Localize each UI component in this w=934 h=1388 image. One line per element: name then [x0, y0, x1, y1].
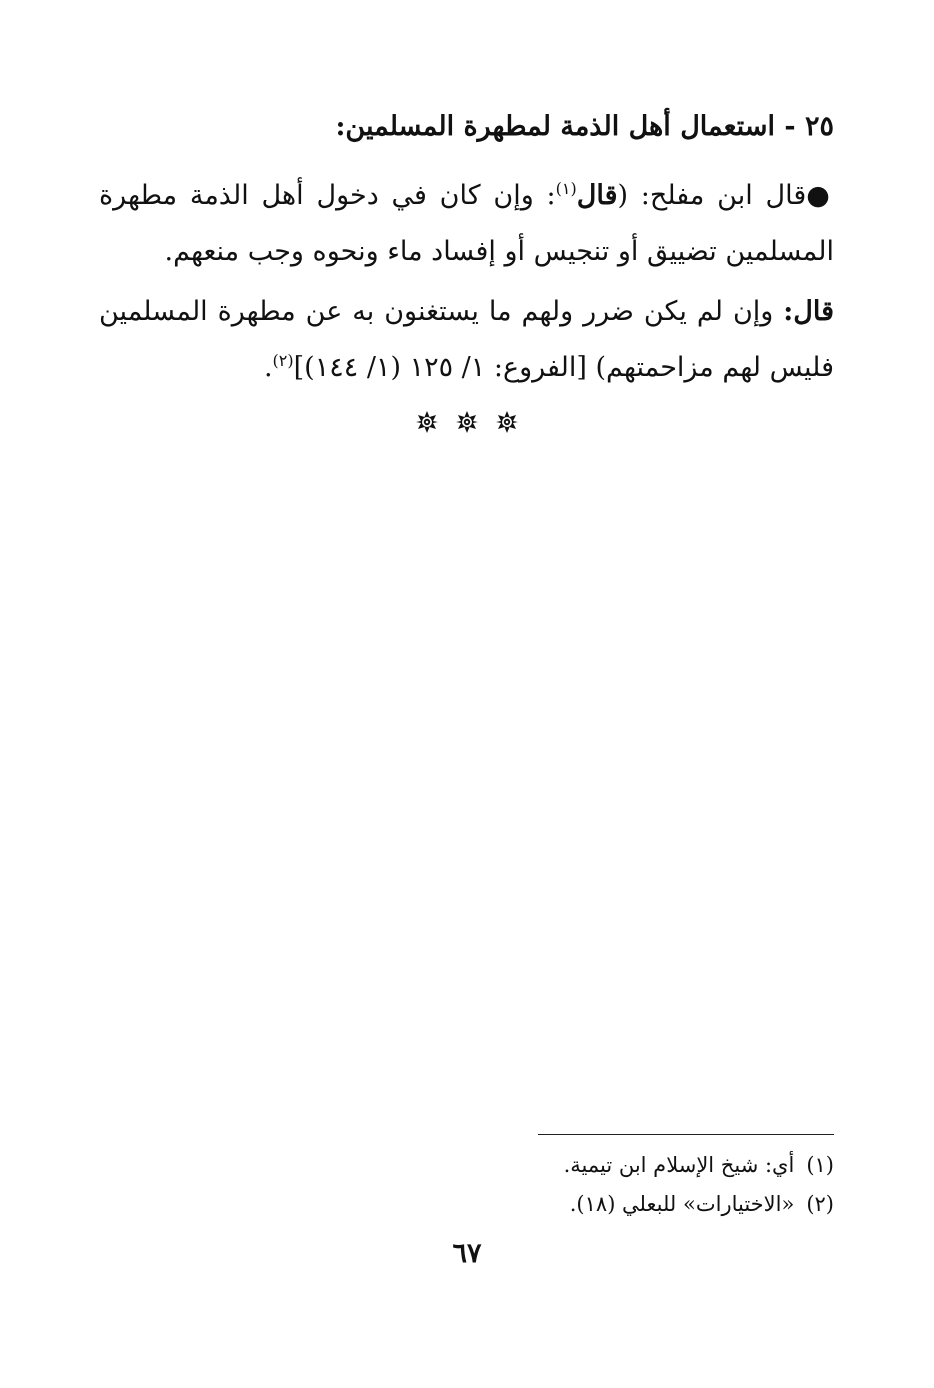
paragraph1-text: : وإن كان في دخول أهل الذمة مطهرة المسلمين تضييق أو تنجيس أو إفساد ماء ونحوه وجب منعهم.: [99, 180, 834, 267]
paragraph-ibn-muflih: [99, 168, 834, 280]
section-heading: [94, 100, 834, 154]
paragraph2-keyword: قال:: [783, 296, 834, 327]
footnote-divider: [538, 1134, 834, 1135]
section-divider-ornaments: [0, 410, 934, 434]
page-number: ٦٧: [452, 1238, 482, 1269]
footnote-2-number: (٢): [806, 1192, 834, 1216]
footnote-ref-1[interactable]: (١): [555, 179, 577, 198]
footnote-1: [94, 1146, 834, 1185]
footnote-2: [94, 1185, 834, 1224]
bullet: ●: [806, 180, 835, 211]
star-flower-icon: [495, 410, 519, 434]
star-flower-icon: [415, 410, 439, 434]
paragraph2-end: .: [263, 352, 273, 383]
heading-number: ٢٥: [804, 111, 834, 142]
footnote-ref-2[interactable]: (٢): [272, 351, 294, 370]
paragraph-qala: [99, 284, 834, 396]
star-flower-icon: [455, 410, 479, 434]
heading-dash: -: [784, 111, 796, 142]
paragraph1-keyword: قال: [576, 180, 618, 211]
footnote-1-text: أي: شيخ الإسلام ابن تيمية.: [563, 1153, 795, 1177]
paragraph2-text: وإن لم يكن ضرر ولهم ما يستغنون به عن مطهرة المسلمين فليس لهم مزاحمتهم) [الفروع: ١/ ١٢٥ (١/ ١٤٤)]: [99, 296, 834, 383]
footnote-2-text: «الاختيارات» للبعلي (١٨).: [569, 1192, 795, 1216]
heading-text: استعمال أهل الذمة لمطهرة المسلمين:: [335, 111, 775, 142]
paragraph1-lead: قال ابن مفلح: (: [617, 180, 807, 211]
footnote-1-number: (١): [806, 1153, 834, 1177]
footnotes: [94, 1146, 834, 1224]
